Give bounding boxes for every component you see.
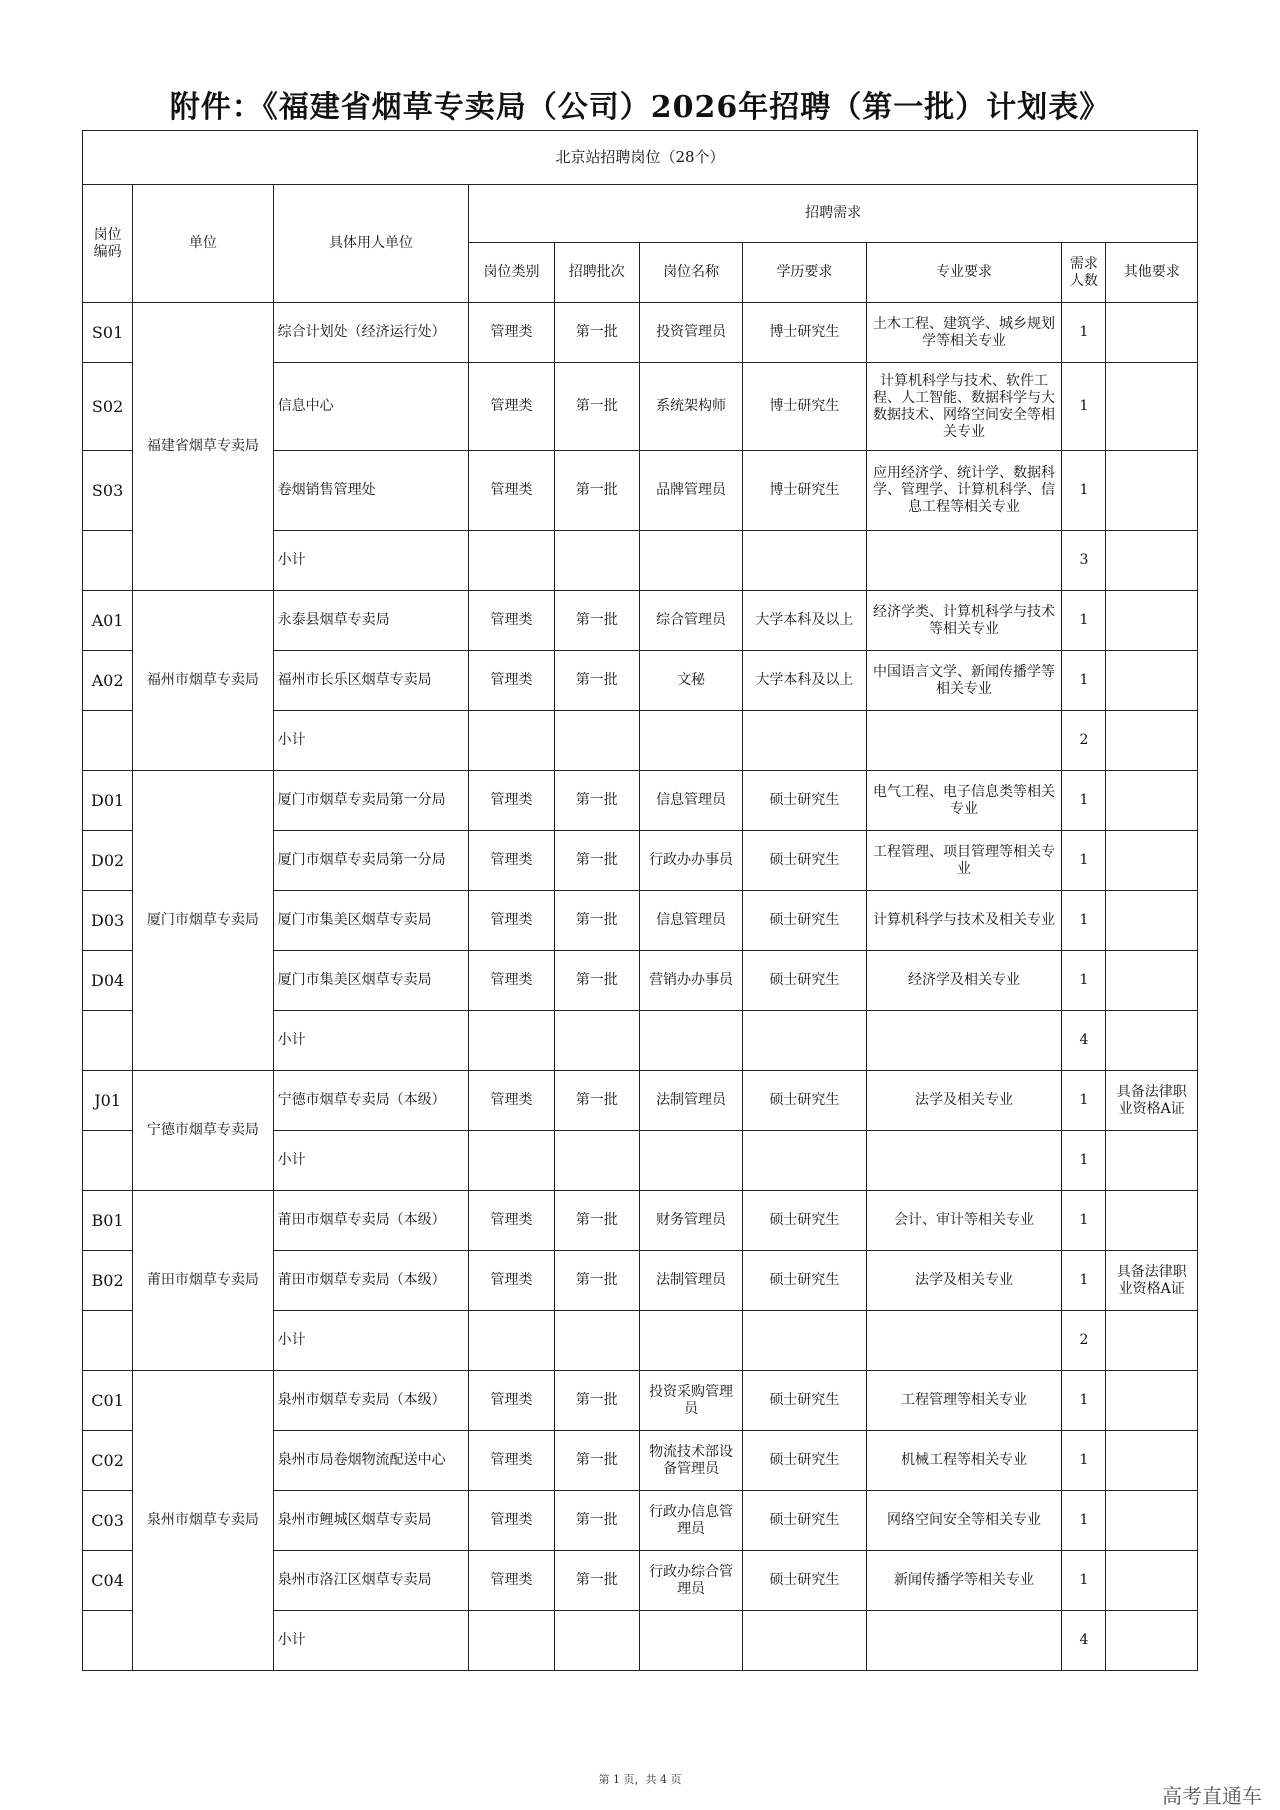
header-code: 岗位编码 (83, 185, 133, 303)
count-cell: 1 (1062, 451, 1106, 531)
post-cell: 财务管理员 (639, 1191, 742, 1251)
other-cell (1106, 1371, 1198, 1431)
education-cell: 博士研究生 (743, 303, 866, 363)
batch-cell: 第一批 (554, 831, 639, 891)
unit-cell: 莆田市烟草专卖局 (133, 1191, 273, 1371)
empty-cell (469, 1131, 554, 1191)
subtotal-count: 4 (1062, 1011, 1106, 1071)
category-cell: 管理类 (469, 363, 554, 451)
empty-cell (639, 531, 742, 591)
dept-cell: 莆田市烟草专卖局（本级） (273, 1191, 469, 1251)
post-code-cell: A02 (83, 651, 133, 711)
count-cell: 1 (1062, 1431, 1106, 1491)
table-body (83, 303, 1198, 1671)
post-cell: 综合管理员 (639, 591, 742, 651)
subtotal-count: 2 (1062, 711, 1106, 771)
subtotal-label: 小计 (273, 711, 469, 771)
dept-cell: 信息中心 (273, 363, 469, 451)
subtotal-label: 小计 (273, 1011, 469, 1071)
empty-cell (469, 1311, 554, 1371)
count-cell: 1 (1062, 591, 1106, 651)
empty-cell (1106, 1011, 1198, 1071)
major-cell: 网络空间安全等相关专业 (866, 1491, 1062, 1551)
other-cell (1106, 451, 1198, 531)
batch-cell: 第一批 (554, 1371, 639, 1431)
table-row (83, 1371, 1198, 1431)
education-cell: 大学本科及以上 (743, 651, 866, 711)
header-count: 需求人数 (1062, 243, 1106, 303)
table-row (83, 1071, 1198, 1131)
batch-cell: 第一批 (554, 303, 639, 363)
dept-cell: 泉州市鲤城区烟草专卖局 (273, 1491, 469, 1551)
post-code-cell: D01 (83, 771, 133, 831)
empty-cell (83, 1611, 133, 1671)
post-code-cell: D02 (83, 831, 133, 891)
batch-cell: 第一批 (554, 591, 639, 651)
count-cell: 1 (1062, 891, 1106, 951)
education-cell: 硕士研究生 (743, 771, 866, 831)
post-cell: 营销办办事员 (639, 951, 742, 1011)
count-cell: 1 (1062, 1371, 1106, 1431)
post-cell: 行政办综合管理员 (639, 1551, 742, 1611)
other-cell (1106, 771, 1198, 831)
empty-cell (83, 531, 133, 591)
major-cell: 经济学及相关专业 (866, 951, 1062, 1011)
batch-cell: 第一批 (554, 451, 639, 531)
batch-cell: 第一批 (554, 1251, 639, 1311)
unit-cell: 泉州市烟草专卖局 (133, 1371, 273, 1671)
post-cell: 投资采购管理员 (639, 1371, 742, 1431)
batch-cell: 第一批 (554, 1191, 639, 1251)
dept-cell: 莆田市烟草专卖局（本级） (273, 1251, 469, 1311)
section-title: 北京站招聘岗位（28个） (83, 131, 1198, 185)
empty-cell (83, 1011, 133, 1071)
post-code-cell: C04 (83, 1551, 133, 1611)
empty-cell (1106, 1131, 1198, 1191)
count-cell: 1 (1062, 363, 1106, 451)
post-cell: 行政办信息管理员 (639, 1491, 742, 1551)
category-cell: 管理类 (469, 1251, 554, 1311)
major-cell: 新闻传播学等相关专业 (866, 1551, 1062, 1611)
batch-cell: 第一批 (554, 363, 639, 451)
major-cell: 应用经济学、统计学、数据科学、管理学、计算机科学、信息工程等相关专业 (866, 451, 1062, 531)
post-code-cell: B02 (83, 1251, 133, 1311)
table-row (83, 771, 1198, 831)
empty-cell (639, 1131, 742, 1191)
count-cell: 1 (1062, 1551, 1106, 1611)
other-cell (1106, 303, 1198, 363)
count-cell: 1 (1062, 951, 1106, 1011)
empty-cell (469, 1011, 554, 1071)
post-code-cell: C03 (83, 1491, 133, 1551)
post-code-cell: C01 (83, 1371, 133, 1431)
post-cell: 投资管理员 (639, 303, 742, 363)
batch-cell: 第一批 (554, 1491, 639, 1551)
header-other: 其他要求 (1106, 243, 1198, 303)
count-cell: 1 (1062, 831, 1106, 891)
header-dept: 具体用人单位 (273, 185, 469, 303)
empty-cell (1106, 1311, 1198, 1371)
empty-cell (83, 711, 133, 771)
post-cell: 法制管理员 (639, 1251, 742, 1311)
major-cell: 会计、审计等相关专业 (866, 1191, 1062, 1251)
category-cell: 管理类 (469, 891, 554, 951)
empty-cell (469, 1611, 554, 1671)
subtotal-count: 1 (1062, 1131, 1106, 1191)
empty-cell (469, 531, 554, 591)
empty-cell (639, 1611, 742, 1671)
empty-cell (866, 1311, 1062, 1371)
education-cell: 硕士研究生 (743, 1251, 866, 1311)
watermark-text: 高考直通车 (1162, 1784, 1262, 1808)
empty-cell (743, 1011, 866, 1071)
empty-cell (554, 1311, 639, 1371)
empty-cell (554, 711, 639, 771)
empty-cell (1106, 711, 1198, 771)
empty-cell (639, 711, 742, 771)
batch-cell: 第一批 (554, 771, 639, 831)
count-cell: 1 (1062, 1251, 1106, 1311)
other-cell: 具备法律职业资格A证 (1106, 1251, 1198, 1311)
education-cell: 硕士研究生 (743, 891, 866, 951)
count-cell: 1 (1062, 1071, 1106, 1131)
education-cell: 博士研究生 (743, 451, 866, 531)
empty-cell (866, 1611, 1062, 1671)
other-cell: 具备法律职业资格A证 (1106, 1071, 1198, 1131)
batch-cell: 第一批 (554, 1431, 639, 1491)
subtotal-label: 小计 (273, 531, 469, 591)
post-cell: 信息管理员 (639, 771, 742, 831)
subtotal-count: 4 (1062, 1611, 1106, 1671)
other-cell (1106, 651, 1198, 711)
dept-cell: 卷烟销售管理处 (273, 451, 469, 531)
batch-cell: 第一批 (554, 951, 639, 1011)
dept-cell: 厦门市集美区烟草专卖局 (273, 951, 469, 1011)
category-cell: 管理类 (469, 1071, 554, 1131)
category-cell: 管理类 (469, 771, 554, 831)
category-cell: 管理类 (469, 1551, 554, 1611)
education-cell: 博士研究生 (743, 363, 866, 451)
post-code-cell: S02 (83, 363, 133, 451)
post-code-cell: S01 (83, 303, 133, 363)
dept-cell: 福州市长乐区烟草专卖局 (273, 651, 469, 711)
header-major: 专业要求 (866, 243, 1062, 303)
batch-cell: 第一批 (554, 891, 639, 951)
education-cell: 硕士研究生 (743, 1071, 866, 1131)
dept-cell: 综合计划处（经济运行处） (273, 303, 469, 363)
empty-cell (866, 1011, 1062, 1071)
post-cell: 信息管理员 (639, 891, 742, 951)
education-cell: 硕士研究生 (743, 1551, 866, 1611)
major-cell: 机械工程等相关专业 (866, 1431, 1062, 1491)
unit-cell: 厦门市烟草专卖局 (133, 771, 273, 1071)
post-code-cell: A01 (83, 591, 133, 651)
dept-cell: 宁德市烟草专卖局（本级） (273, 1071, 469, 1131)
education-cell: 硕士研究生 (743, 1191, 866, 1251)
empty-cell (743, 1611, 866, 1671)
subtotal-count: 3 (1062, 531, 1106, 591)
empty-cell (866, 531, 1062, 591)
category-cell: 管理类 (469, 1491, 554, 1551)
page-title: 附件：《福建省烟草专卖局（公司）2026年招聘（第一批）计划表》 (169, 90, 1111, 125)
dept-cell: 厦门市烟草专卖局第一分局 (273, 831, 469, 891)
empty-cell (83, 1311, 133, 1371)
count-cell: 1 (1062, 651, 1106, 711)
empty-cell (554, 1011, 639, 1071)
major-cell: 工程管理、项目管理等相关专业 (866, 831, 1062, 891)
empty-cell (866, 1131, 1062, 1191)
other-cell (1106, 1431, 1198, 1491)
empty-cell (639, 1311, 742, 1371)
empty-cell (743, 1131, 866, 1191)
unit-cell: 福州市烟草专卖局 (133, 591, 273, 771)
dept-cell: 泉州市局卷烟物流配送中心 (273, 1431, 469, 1491)
empty-cell (866, 711, 1062, 771)
major-cell: 土木工程、建筑学、城乡规划学等相关专业 (866, 303, 1062, 363)
empty-cell (554, 531, 639, 591)
empty-cell (639, 1011, 742, 1071)
major-cell: 经济学类、计算机科学与技术等相关专业 (866, 591, 1062, 651)
other-cell (1106, 363, 1198, 451)
dept-cell: 泉州市烟草专卖局（本级） (273, 1371, 469, 1431)
category-cell: 管理类 (469, 1431, 554, 1491)
recruitment-plan-table (82, 130, 1198, 1671)
header-batch: 招聘批次 (554, 243, 639, 303)
category-cell: 管理类 (469, 651, 554, 711)
table-row (83, 591, 1198, 651)
category-cell: 管理类 (469, 951, 554, 1011)
education-cell: 硕士研究生 (743, 1491, 866, 1551)
other-cell (1106, 1551, 1198, 1611)
major-cell: 计算机科学与技术、软件工程、人工智能、数据科学与大数据技术、网络空间安全等相关专业 (866, 363, 1062, 451)
post-cell: 物流技术部设备管理员 (639, 1431, 742, 1491)
major-cell: 工程管理等相关专业 (866, 1371, 1062, 1431)
empty-cell (1106, 1611, 1198, 1671)
education-cell: 硕士研究生 (743, 951, 866, 1011)
category-cell: 管理类 (469, 591, 554, 651)
other-cell (1106, 951, 1198, 1011)
count-cell: 1 (1062, 771, 1106, 831)
major-cell: 电气工程、电子信息类等相关专业 (866, 771, 1062, 831)
major-cell: 中国语言文学、新闻传播学等相关专业 (866, 651, 1062, 711)
unit-cell: 福建省烟草专卖局 (133, 303, 273, 591)
education-cell: 硕士研究生 (743, 831, 866, 891)
post-code-cell: C02 (83, 1431, 133, 1491)
empty-cell (554, 1131, 639, 1191)
category-cell: 管理类 (469, 451, 554, 531)
post-code-cell: D04 (83, 951, 133, 1011)
other-cell (1106, 591, 1198, 651)
subtotal-label: 小计 (273, 1311, 469, 1371)
unit-cell: 宁德市烟草专卖局 (133, 1071, 273, 1191)
post-code-cell: B01 (83, 1191, 133, 1251)
empty-cell (743, 531, 866, 591)
category-cell: 管理类 (469, 831, 554, 891)
empty-cell (554, 1611, 639, 1671)
major-cell: 计算机科学与技术及相关专业 (866, 891, 1062, 951)
count-cell: 1 (1062, 1191, 1106, 1251)
category-cell: 管理类 (469, 1371, 554, 1431)
post-code-cell: S03 (83, 451, 133, 531)
post-cell: 文秘 (639, 651, 742, 711)
category-cell: 管理类 (469, 303, 554, 363)
header-unit: 单位 (133, 185, 273, 303)
education-cell: 硕士研究生 (743, 1371, 866, 1431)
empty-cell (1106, 531, 1198, 591)
other-cell (1106, 891, 1198, 951)
post-code-cell: J01 (83, 1071, 133, 1131)
post-cell: 法制管理员 (639, 1071, 742, 1131)
count-cell: 1 (1062, 303, 1106, 363)
table-row (83, 1191, 1198, 1251)
header-demand: 招聘需求 (469, 185, 1198, 243)
dept-cell: 厦门市集美区烟草专卖局 (273, 891, 469, 951)
category-cell: 管理类 (469, 1191, 554, 1251)
post-cell: 系统架构师 (639, 363, 742, 451)
education-cell: 大学本科及以上 (743, 591, 866, 651)
count-cell: 1 (1062, 1491, 1106, 1551)
batch-cell: 第一批 (554, 1551, 639, 1611)
post-code-cell: D03 (83, 891, 133, 951)
post-cell: 品牌管理员 (639, 451, 742, 531)
other-cell (1106, 1191, 1198, 1251)
dept-cell: 永泰县烟草专卖局 (273, 591, 469, 651)
major-cell: 法学及相关专业 (866, 1071, 1062, 1131)
header-education: 学历要求 (743, 243, 866, 303)
other-cell (1106, 831, 1198, 891)
empty-cell (743, 711, 866, 771)
subtotal-label: 小计 (273, 1611, 469, 1671)
empty-cell (743, 1311, 866, 1371)
batch-cell: 第一批 (554, 1071, 639, 1131)
header-post: 岗位名称 (639, 243, 742, 303)
header-category: 岗位类别 (469, 243, 554, 303)
batch-cell: 第一批 (554, 651, 639, 711)
subtotal-count: 2 (1062, 1311, 1106, 1371)
subtotal-label: 小计 (273, 1131, 469, 1191)
empty-cell (469, 711, 554, 771)
dept-cell: 泉州市洛江区烟草专卖局 (273, 1551, 469, 1611)
table-row (83, 303, 1198, 363)
page-footer: 第 1 页，共 4 页 (598, 1773, 682, 1786)
empty-cell (83, 1131, 133, 1191)
dept-cell: 厦门市烟草专卖局第一分局 (273, 771, 469, 831)
post-cell: 行政办办事员 (639, 831, 742, 891)
major-cell: 法学及相关专业 (866, 1251, 1062, 1311)
education-cell: 硕士研究生 (743, 1431, 866, 1491)
other-cell (1106, 1491, 1198, 1551)
